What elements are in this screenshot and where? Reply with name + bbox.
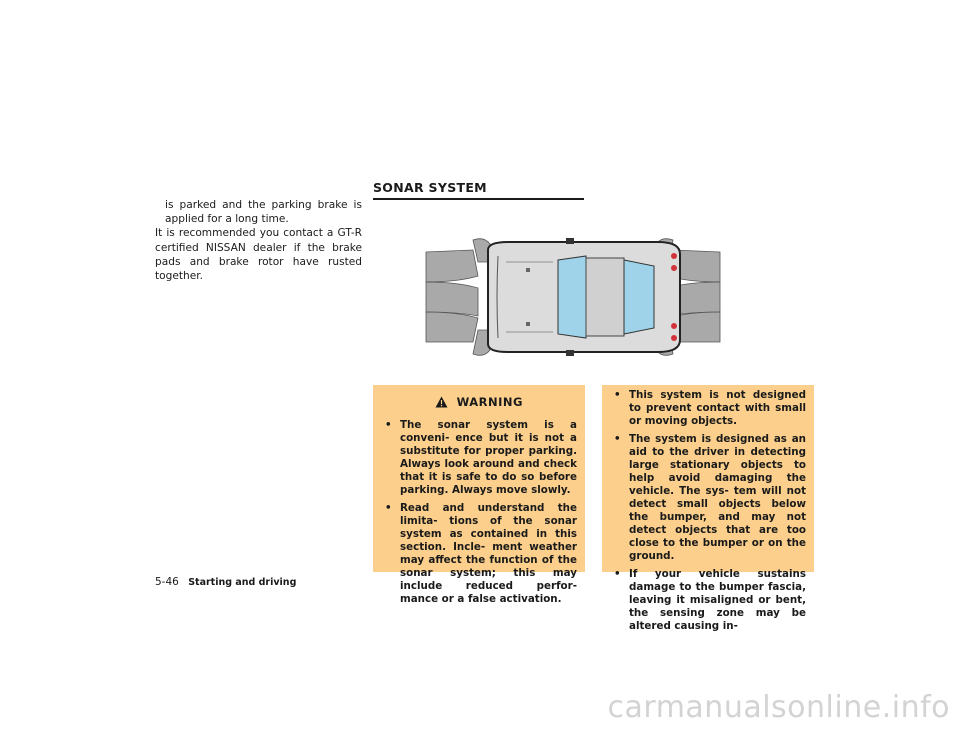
bullet-icon: • <box>614 568 621 580</box>
bullet-icon: • <box>385 502 392 514</box>
paragraph-continuation: is parked and the parking brake is applied for a long time. <box>165 199 362 226</box>
list-item <box>614 389 806 428</box>
section-title: SONAR SYSTEM <box>373 180 584 200</box>
car-body <box>488 238 680 356</box>
bullet-icon: • <box>614 433 621 445</box>
warning-item-text: The sonar system is a conveni- ence but it is not a substitute for proper parking. Always look around and check that it is safe to do so before parking. Always move slowly. <box>400 419 577 496</box>
paragraph-dealer-advice: It is recommended you contact a GT-R certified NISSAN dealer if the brake pads and brake rotor have rusted together. <box>155 227 362 283</box>
left-column <box>155 198 362 283</box>
watermark: carmanualsonline.info <box>607 690 950 725</box>
front-sensor-zones <box>426 239 490 356</box>
warning-heading-text: WARNING <box>456 395 523 409</box>
car-top-view-figure <box>418 232 728 362</box>
chapter-title: Starting and driving <box>188 577 297 588</box>
sonar-sensing-zones-illustration <box>418 232 728 362</box>
warning-item-text: The system is designed as an aid to the driver in detecting large stationary objects to help avoid damaging the vehicle. The sys- tem will not detect small objects below the bumper, and may not detect objects that are too close to the bumper or on the ground. <box>629 433 806 562</box>
warning-item-text: Read and understand the limita- tions of the sonar system as contained in this section. Incle- ment weather may affect the function of the sonar system; this may include reduced perfor- mance or a false activation. <box>400 502 577 605</box>
bullet-icon: • <box>385 419 392 431</box>
warning-item-text: This system is not designed to prevent contact with small or moving objects. <box>629 389 806 427</box>
list-item <box>614 433 806 563</box>
warning-box-left <box>373 385 585 605</box>
warning-list-right <box>602 385 814 633</box>
page-number: 5-46 <box>155 576 179 588</box>
list-item <box>385 502 577 606</box>
page-footer <box>155 576 296 588</box>
warning-box-right <box>602 385 814 632</box>
warning-item-text: If your vehicle sustains damage to the bumper fascia, leaving it misaligned or bent, the sensing zone may be altered causing in- <box>629 568 806 632</box>
warning-list-left <box>373 419 585 606</box>
list-item <box>614 568 806 633</box>
warning-heading <box>373 396 585 409</box>
list-item <box>385 419 577 497</box>
warning-triangle-icon <box>435 396 448 408</box>
bullet-icon: • <box>614 389 621 401</box>
